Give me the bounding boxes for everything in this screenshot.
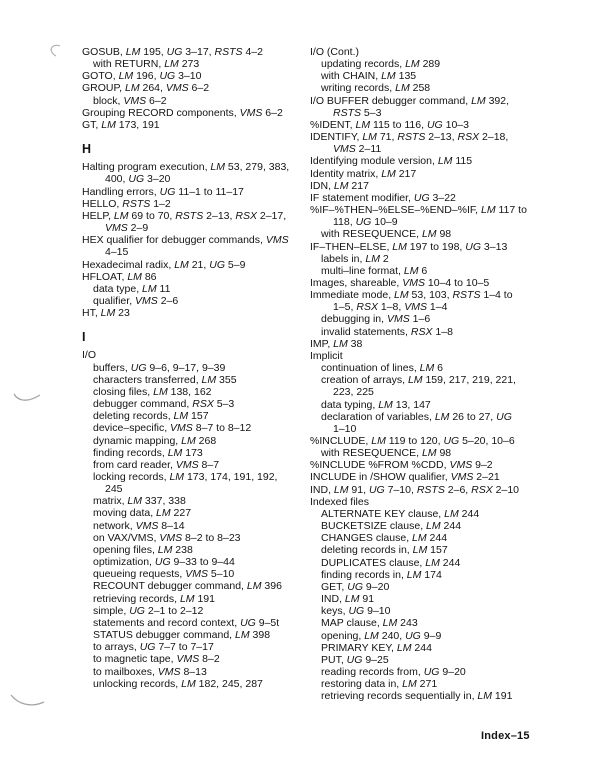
- index-entry: IND, LM 91, UG 7–10, RSTS 2–6, RSX 2–10: [310, 483, 519, 496]
- section-heading: I: [82, 330, 86, 345]
- index-entry: with RESEQUENCE, LM 98: [321, 228, 452, 241]
- index-entry: from card reader, VMS 8–7: [93, 458, 220, 471]
- index-entry: qualifier, VMS 2–6: [93, 294, 179, 307]
- index-entry: Implicit: [310, 349, 343, 362]
- index-entry: device–specific, VMS 8–7 to 8–12: [93, 422, 252, 435]
- index-entry: multi–line format, LM 6: [321, 264, 428, 277]
- index-entry: PRIMARY KEY, LM 244: [321, 641, 432, 654]
- index-entry: HT, LM 23: [82, 307, 130, 320]
- index-entry: 1–10: [333, 422, 357, 435]
- index-entry: IND, LM 91: [321, 593, 375, 606]
- section-heading: H: [82, 142, 92, 157]
- index-entry: 118, UG 10–9: [333, 216, 398, 229]
- index-entry: data typing, LM 13, 147: [321, 398, 431, 411]
- index-entry: matrix, LM 337, 338: [93, 495, 186, 508]
- index-entry: with RESEQUENCE, LM 98: [321, 447, 452, 460]
- index-entry: PUT, UG 9–25: [321, 653, 389, 666]
- index-entry: Grouping RECORD components, VMS 6–2: [82, 106, 283, 119]
- index-entry: %INCLUDE, LM 119 to 120, UG 5–20, 10–6: [310, 435, 515, 447]
- index-entry: GT, LM 173, 191: [82, 118, 160, 131]
- index-entry: debugger command, RSX 5–3: [93, 398, 235, 411]
- index-entry: retrieving records sequentially in, LM 191: [321, 690, 513, 703]
- index-entry: GROUP, LM 264, VMS 6–2: [82, 82, 210, 95]
- index-entry: %IF–%THEN–%ELSE–%END–%IF, LM 117 to: [310, 204, 527, 217]
- index-entry: HFLOAT, LM 86: [82, 270, 157, 283]
- index-entry: 1–5, RSX 1–8, VMS 1–4: [333, 301, 448, 314]
- index-entry: optimization, UG 9–33 to 9–44: [93, 556, 235, 569]
- index-entry: HELLO, RSTS 1–2: [82, 197, 171, 210]
- index-entry: locking records, LM 173, 174, 191, 192,: [93, 471, 278, 483]
- scan-mark-top: [51, 45, 60, 56]
- index-entry: deleting records in, LM 157: [321, 544, 448, 557]
- index-entry: IMP, LM 38: [310, 337, 363, 350]
- index-entry: IF statement modifier, UG 3–22: [310, 191, 456, 204]
- index-entry: %INCLUDE %FROM %CDD, VMS 9–2: [310, 459, 493, 472]
- index-entry: Images, shareable, VMS 10–4 to 10–5: [310, 276, 490, 289]
- index-entry: 4–15: [105, 246, 129, 259]
- index-entry: to mailboxes, VMS 8–13: [93, 665, 207, 678]
- index-entry: HELP, LM 69 to 70, RSTS 2–13, RSX 2–17,: [82, 209, 287, 222]
- index-entry: opening files, LM 238: [93, 543, 193, 556]
- index-entry: restoring data in, LM 271: [321, 678, 438, 691]
- index-entry: Immediate mode, LM 53, 103, RSTS 1–4 to: [310, 289, 513, 302]
- index-entry: finding records in, LM 174: [321, 568, 442, 581]
- index-entry: IDENTIFY, LM 71, RSTS 2–13, RSX 2–18,: [310, 131, 509, 144]
- index-entry: deleting records, LM 157: [93, 410, 209, 423]
- scan-mark-bottom: [11, 695, 44, 705]
- index-entry: queueing requests, VMS 5–10: [93, 568, 235, 581]
- index-entry: Identity matrix, LM 217: [310, 167, 417, 180]
- index-entry: ALTERNATE KEY clause, LM 244: [321, 507, 480, 520]
- index-entry: to arrays, UG 7–7 to 7–17: [93, 641, 214, 654]
- index-entry: closing files, LM 138, 162: [93, 385, 212, 398]
- index-right-column: [310, 46, 560, 702]
- index-entry: Halting program execution, LM 53, 279, 383,: [82, 161, 290, 174]
- index-entry: GOTO, LM 196, UG 3–10: [82, 70, 202, 83]
- index-entry: 245: [105, 483, 123, 496]
- index-entry: IF–THEN–ELSE, LM 197 to 198, UG 3–13: [310, 240, 508, 253]
- index-entry: buffers, UG 9–6, 9–17, 9–39: [93, 361, 226, 374]
- index-entry: 400, UG 3–20: [105, 173, 171, 186]
- index-left-column: [82, 46, 310, 690]
- index-entry: labels in, LM 2: [321, 252, 389, 265]
- index-entry: creation of arrays, LM 159, 217, 219, 221,: [321, 374, 516, 387]
- index-entry: retrieving records, LM 191: [93, 592, 215, 605]
- index-entry: Indexed files: [310, 495, 369, 508]
- index-entry: invalid statements, RSX 1–8: [321, 325, 453, 338]
- index-entry: HEX qualifier for debugger commands, VMS: [82, 234, 289, 247]
- index-entry: to magnetic tape, VMS 8–2: [93, 653, 220, 666]
- index-entry: STATUS debugger command, LM 398: [93, 629, 271, 642]
- index-entry: I/O BUFFER debugger command, LM 392,: [310, 94, 510, 107]
- index-entry: writing records, LM 258: [321, 82, 431, 95]
- index-entry: RSTS 5–3: [333, 106, 382, 119]
- index-entry: IDN, LM 217: [310, 179, 369, 192]
- index-entry: VMS 2–11: [333, 143, 382, 156]
- index-entry: 223, 225: [333, 386, 374, 399]
- page-number: Index–15: [481, 730, 530, 742]
- index-entry: simple, UG 2–1 to 2–12: [93, 604, 204, 617]
- index-entry: BUCKETSIZE clause, LM 244: [321, 520, 462, 533]
- index-entry: INCLUDE in /SHOW qualifier, VMS 2–21: [310, 471, 500, 484]
- index-entry: moving data, LM 227: [93, 507, 192, 520]
- index-entry: opening, LM 240, UG 9–9: [321, 629, 442, 642]
- index-entry: Handling errors, UG 11–1 to 11–17: [82, 185, 244, 198]
- index-entry: MAP clause, LM 243: [321, 617, 418, 630]
- index-entry: I/O (Cont.): [310, 46, 360, 58]
- index-entry: DUPLICATES clause, LM 244: [321, 556, 461, 569]
- index-entry: statements and record context, UG 9–5t: [93, 616, 280, 629]
- index-entry: VMS 2–9: [105, 222, 149, 235]
- index-entry: block, VMS 6–2: [93, 94, 167, 107]
- index-entry: GET, UG 9–20: [321, 580, 390, 593]
- index-entry: characters transferred, LM 355: [93, 373, 237, 386]
- index-entry: network, VMS 8–14: [93, 519, 185, 532]
- index-entry: data type, LM 11: [93, 282, 171, 295]
- index-entry: CHANGES clause, LM 244: [321, 532, 448, 545]
- index-entry: declaration of variables, LM 26 to 27, UG: [321, 410, 512, 423]
- index-entry: finding records, LM 173: [93, 446, 203, 459]
- index-entry: with RETURN, LM 273: [93, 58, 200, 71]
- index-entry: %IDENT, LM 115 to 116, UG 10–3: [310, 118, 469, 131]
- index-entry: dynamic mapping, LM 268: [93, 434, 217, 447]
- index-entry: reading records from, UG 9–20: [321, 665, 466, 678]
- index-entry: updating records, LM 289: [321, 58, 441, 71]
- index-entry: keys, UG 9–10: [321, 605, 391, 618]
- index-entry: on VAX/VMS, VMS 8–2 to 8–23: [93, 531, 241, 544]
- index-entry: Identifying module version, LM 115: [310, 155, 473, 168]
- index-entry: debugging in, VMS 1–6: [321, 313, 431, 326]
- index-entry: unlocking records, LM 182, 245, 287: [93, 677, 263, 690]
- index-entry: continuation of lines, LM 6: [321, 362, 444, 375]
- index-entry: I/O: [82, 349, 97, 362]
- index-entry: GOSUB, LM 195, UG 3–17, RSTS 4–2: [82, 46, 263, 58]
- index-entry: with CHAIN, LM 135: [321, 70, 417, 83]
- scan-mark-middle: [14, 394, 40, 400]
- index-entry: Hexadecimal radix, LM 21, UG 5–9: [82, 258, 246, 271]
- index-entry: RECOUNT debugger command, LM 396: [93, 580, 282, 593]
